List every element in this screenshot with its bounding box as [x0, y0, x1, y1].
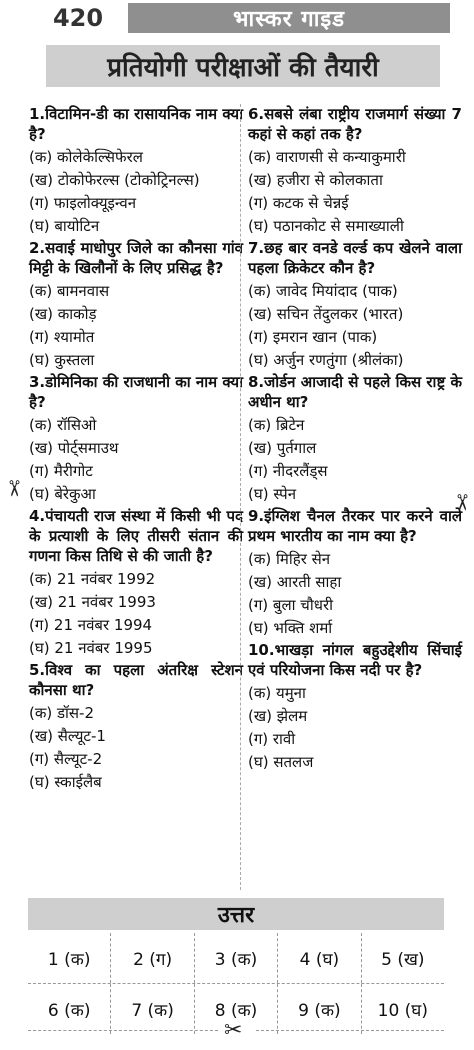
option-text: (ग) 21 नवंबर 1994: [29, 616, 153, 634]
question-text: 10.भाखड़ा नांगल बहुउद्देशीय सिंचाई एवं परियोजना किस नदी पर है?: [248, 641, 462, 679]
option-text: (घ) अर्जुन रणतुंगा (श्रीलंका): [248, 351, 404, 369]
answer-cell: 3 (क): [195, 933, 278, 983]
answer-cell: 2 (ग): [111, 933, 194, 983]
option-text: (ख) पुर्तगाल: [248, 439, 317, 457]
question-text: 1.विटामिन-डी का रासायनिक नाम क्या है?: [29, 105, 243, 143]
option-text: (ख) आरती साहा: [248, 573, 342, 591]
question-text: 7.छह बार वनडे वर्ल्ड कप खेलने वाला पहला क्रिकेटर कौन है?: [248, 239, 462, 277]
question-text: 4.पंचायती राज संस्था में किसी भी पद के प्रत्याशी के लिए तीसरी संतान की गणना किस तिथि से की जाती है?: [29, 507, 243, 565]
answer-cell: 9 (क): [278, 984, 361, 1034]
answers-title: उत्तर: [28, 898, 444, 930]
page-number: 420: [28, 3, 128, 33]
option-text: (ख) सचिन तेंदुलकर (भारत): [248, 305, 404, 323]
option-text: (घ) स्पेन: [248, 485, 297, 503]
left-column: [29, 104, 243, 794]
option-text: (ग) मैरीगोट: [29, 462, 93, 480]
section-title: प्रतियोगी परीक्षाओं की तैयारी: [46, 45, 440, 87]
right-column: [248, 104, 462, 774]
answer-cell: 10 (घ): [377, 1000, 428, 1021]
option-text: (ख) हजीरा से कोलकाता: [248, 171, 383, 189]
option-text: (घ) पठानकोट से समाख्याली: [248, 217, 404, 235]
question-text: 8.जोर्डन आजादी से पहले किस राष्ट्र के अधीन था?: [248, 373, 462, 411]
option-text: (ग) फाइलोक्यूइन्वन: [29, 194, 137, 212]
option-text: (क) डॉस-2: [29, 704, 94, 722]
option-text: (क) वाराणसी से कन्याकुमारी: [248, 148, 406, 166]
question-text: 6.सबसे लंबा राष्ट्रीय राजमार्ग संख्या 7 कहां से कहां तक है?: [248, 105, 462, 143]
question-text: 2.सवाई माधोपुर जिले का कौनसा गांव मिट्टी के खिलौनों के लिए प्रसिद्ध है?: [29, 239, 243, 277]
option-text: (घ) कुस्तला: [29, 351, 95, 369]
option-text: (ग) सैल्यूट-2: [29, 750, 103, 768]
option-text: (क) यमुना: [248, 684, 306, 702]
answer-cell: 8 (क): [195, 984, 278, 1034]
option-text: (ग) श्यामोत: [29, 328, 95, 346]
option-text: (ख) झेलम: [248, 707, 308, 725]
option-text: (ग) कटक से चेन्नई: [248, 194, 349, 212]
option-text: (क) जावेद मियांदाद (पाक): [248, 282, 398, 300]
option-text: (क) रॉसिओ: [29, 416, 97, 434]
scissors-icon: ✂: [224, 1018, 243, 1043]
answer-cell: 7 (क): [111, 984, 194, 1034]
option-text: (क) कोलेकेल्सिफेरल: [29, 148, 143, 166]
option-text: (ख) पोर्ट्समाउथ: [29, 439, 119, 457]
option-text: (क) मिहिर सेन: [248, 550, 331, 568]
answer-cell: 5 (ख): [381, 949, 425, 970]
answer-cell: 6 (क): [28, 984, 111, 1034]
option-text: (ख) 21 नवंबर 1993: [29, 593, 156, 611]
option-text: (ख) टोकोफेरल्स (टोकोट्रिनल्स): [29, 171, 200, 189]
header-bar: [28, 3, 450, 33]
cut-line: [256, 1030, 444, 1031]
option-text: (ग) नीदरलैंड्स: [248, 462, 328, 480]
option-text: (क) ब्रिटेन: [248, 416, 305, 434]
column-divider: [240, 104, 241, 890]
answers-row: [28, 933, 444, 983]
option-text: (क) बामनवास: [29, 282, 110, 300]
brand-title: भास्कर गाइड: [233, 7, 345, 32]
option-text: (घ) बायोटिन: [29, 217, 100, 235]
scissors-icon: ✂: [0, 479, 26, 498]
question-text: 3.डोमिनिका की राजधानी का नाम क्या है?: [29, 373, 243, 411]
option-text: (घ) भक्ति शर्मा: [248, 619, 333, 637]
question-text: 9.इंग्लिश चैनल तैरकर पार करने वाले प्रथम भारतीय का नाम क्या है?: [248, 507, 462, 545]
option-text: (ग) बुला चौधरी: [248, 596, 333, 614]
option-text: (ग) रावी: [248, 730, 296, 748]
option-text: (क) 21 नवंबर 1992: [29, 570, 156, 588]
option-text: (ग) इमरान खान (पाक): [248, 328, 378, 346]
option-text: (ख) काकोड़: [29, 305, 97, 323]
question-text: 5.विश्व का पहला अंतरिक्ष स्टेशन कौनसा था?: [29, 661, 243, 699]
answer-cell: 4 (घ): [278, 933, 361, 983]
option-text: (घ) बेरेकुआ: [29, 485, 96, 503]
option-text: (घ) स्काईलैब: [29, 773, 102, 791]
option-text: (ख) सैल्यूट-1: [29, 727, 106, 745]
answer-cell: 1 (क): [28, 933, 111, 983]
cut-line: [28, 1030, 218, 1031]
scissors-icon: ✂: [448, 493, 474, 512]
option-text: (घ) 21 नवंबर 1995: [29, 639, 153, 657]
option-text: (घ) सतलज: [248, 753, 314, 771]
